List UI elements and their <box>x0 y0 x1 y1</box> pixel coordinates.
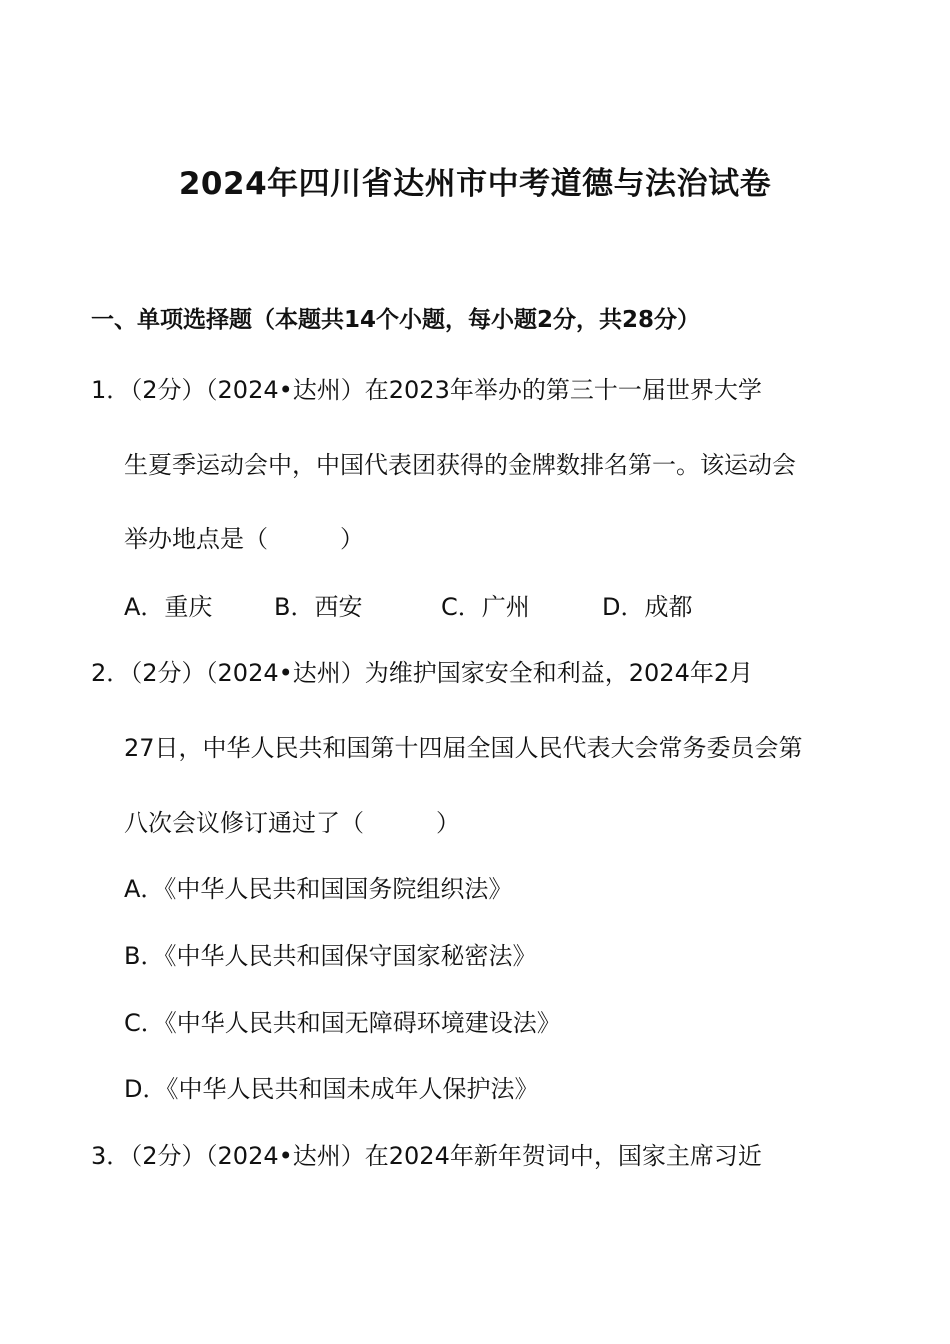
page-title: 2024年四川省达州市中考道德与法治试卷 <box>178 166 772 202</box>
question-2-option-a: A．《中华人民共和国国务院组织法》 <box>124 875 513 903</box>
question-1-line-2: 生夏季运动会中，中国代表团获得的金牌数排名第一。该运动会 <box>124 451 796 479</box>
question-1-option-a: A．重庆 <box>124 593 213 621</box>
question-1-line-3: 举办地点是（ ） <box>124 525 364 553</box>
question-1-line-1: 1．（2分）（2024•达州）在2023年举办的第三十一届世界大学 <box>91 376 762 404</box>
question-1-option-c: C．广州 <box>441 593 530 621</box>
question-2-option-c: C．《中华人民共和国无障碍环境建设法》 <box>124 1009 561 1037</box>
question-1-option-b: B．西安 <box>274 593 363 621</box>
question-3-line-1: 3．（2分）（2024•达州）在2024年新年贺词中，国家主席习近 <box>91 1142 762 1170</box>
section-heading: 一、单项选择题（本题共14个小题，每小题2分，共28分） <box>91 307 701 333</box>
question-1-option-d: D．成都 <box>602 593 693 621</box>
question-2-line-2: 27日，中华人民共和国第十四届全国人民代表大会常务委员会第 <box>124 734 803 762</box>
question-1-options <box>124 587 692 622</box>
question-2-line-3: 八次会议修订通过了（ ） <box>124 809 460 837</box>
question-2-line-1: 2．（2分）（2024•达州）为维护国家安全和利益，2024年2月 <box>91 659 754 687</box>
question-2-option-d: D．《中华人民共和国未成年人保护法》 <box>124 1075 539 1103</box>
question-2-option-b: B．《中华人民共和国保守国家秘密法》 <box>124 942 537 970</box>
